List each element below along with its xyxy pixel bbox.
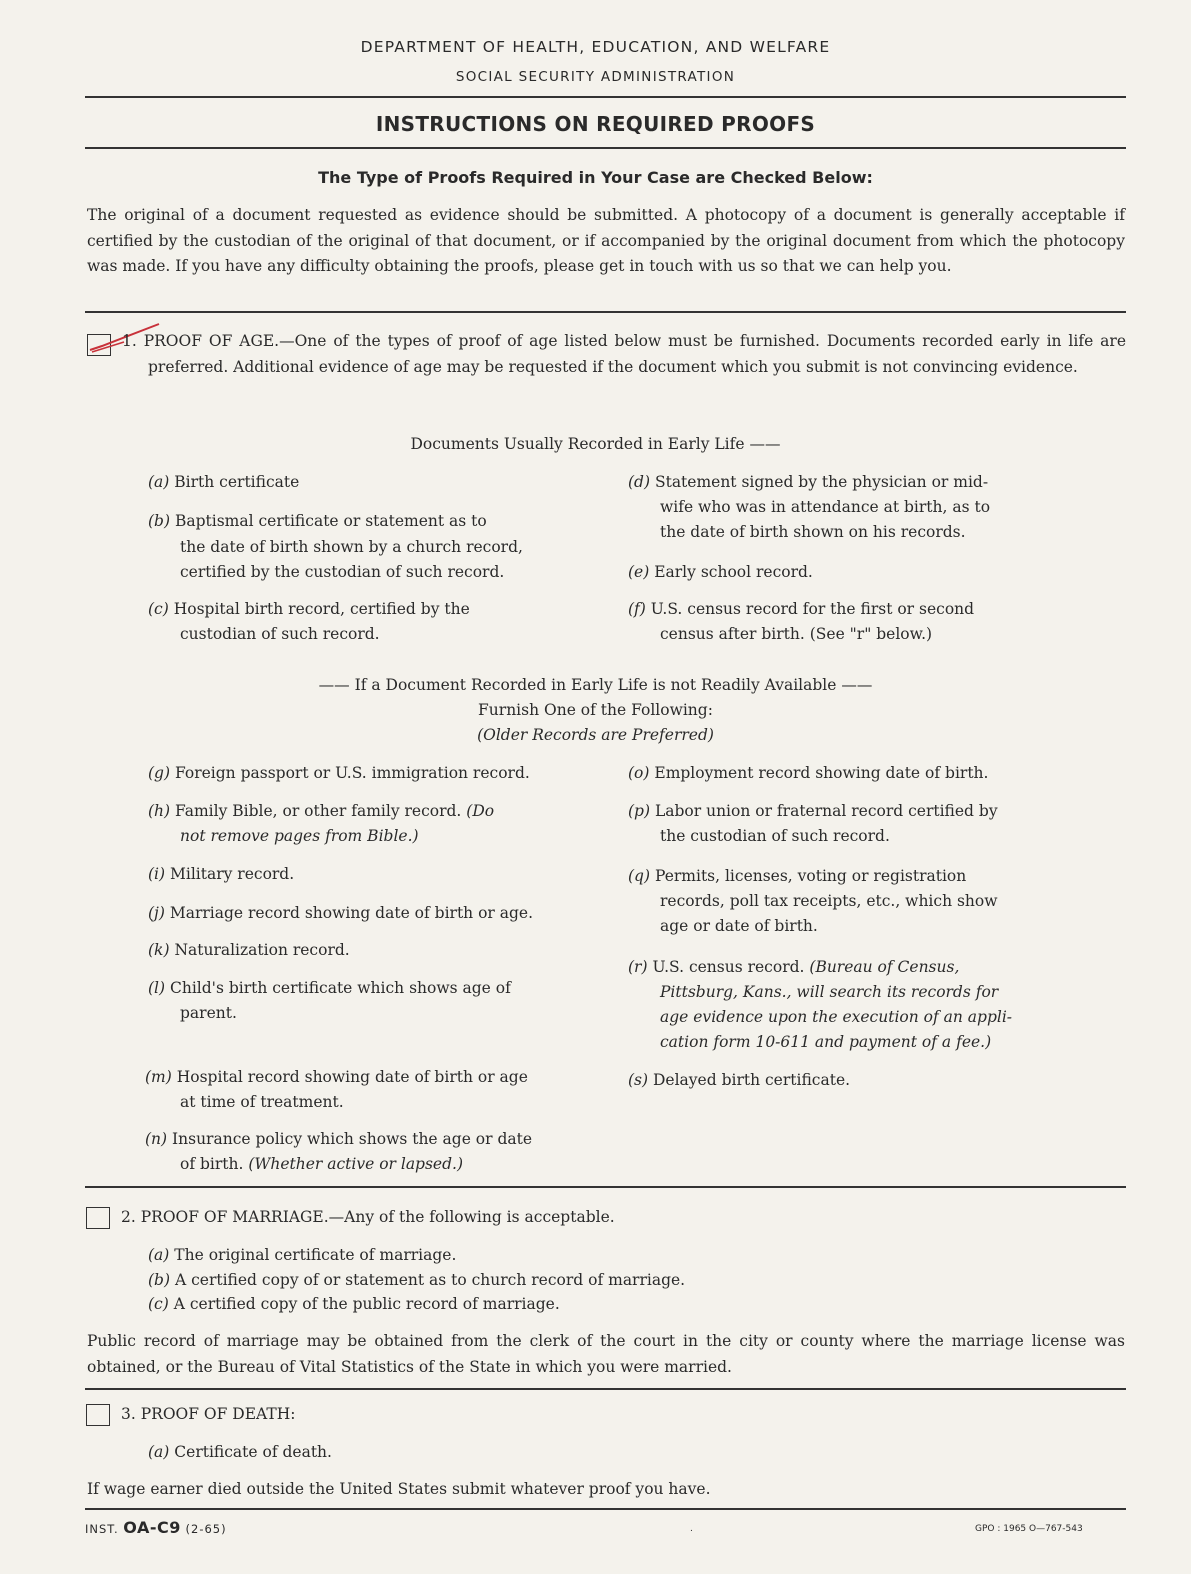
footer-dot: . — [690, 1524, 693, 1534]
item-s: (s) Delayed birth certificate. — [628, 1071, 851, 1089]
furnish-line: Furnish One of the Following: — [478, 701, 713, 719]
older-records-note: (Older Records are Preferred) — [477, 726, 714, 744]
item-l: (l) Child's birth certificate which shows age of — [148, 979, 511, 997]
item-g: (g) Foreign passport or U.S. immigration record. — [148, 764, 530, 782]
proof-of-death-checkbox[interactable] — [86, 1404, 110, 1426]
item-r: (r) U.S. census record. (Bureau of Census, — [628, 958, 960, 976]
item-k: (k) Naturalization record. — [148, 941, 350, 959]
not-available-heading: —— If a Document Recorded in Early Life is not Readily Available —— — [318, 676, 873, 694]
department-header: DEPARTMENT OF HEALTH, EDUCATION, AND WELFARE — [360, 38, 831, 56]
item-b-line3: certified by the custodian of such record. — [180, 563, 505, 581]
item-f: (f) U.S. census record for the first or second — [628, 600, 975, 618]
item-m: (m) Hospital record showing date of birth or age — [145, 1068, 528, 1086]
early-life-heading: Documents Usually Recorded in Early Life —— — [410, 435, 781, 453]
item-h-line2: not remove pages from Bible.) — [180, 827, 419, 845]
item-r-line4: cation form 10-611 and payment of a fee.) — [660, 1033, 992, 1051]
item-d-line2: wife who was in attendance at birth, as to — [660, 498, 991, 516]
item-m-line2: at time of treatment. — [180, 1093, 344, 1111]
divider — [85, 1186, 1126, 1188]
marriage-item-b: (b) A certified copy of or statement as to church record of marriage. — [148, 1271, 686, 1289]
form-number: INST. OA-C9 (2-65) — [85, 1518, 227, 1537]
item-p: (p) Labor union or fraternal record certified by — [628, 802, 998, 820]
intro-paragraph: The original of a document requested as evidence should be submitted. A photocopy of a document is generally acceptable if certified by the custodian of the original of that document, or if accompanied by the original document from which the photocopy was made. If you have any difficulty obtaining the proofs, please get in touch with us so that we can help you. — [87, 206, 1125, 275]
proof-of-death-heading: 3. PROOF OF DEATH: — [121, 1405, 296, 1423]
item-e: (e) Early school record. — [628, 563, 813, 581]
page-title: INSTRUCTIONS ON REQUIRED PROOFS — [375, 112, 816, 136]
item-o: (o) Employment record showing date of birth. — [628, 764, 989, 782]
divider — [85, 96, 1126, 98]
item-n-line2: of birth. (Whether active or lapsed.) — [180, 1155, 464, 1173]
item-p-line2: the custodian of such record. — [660, 827, 890, 845]
marriage-note: Public record of marriage may be obtained from the clerk of the court in the city or county where the marriage license was obtained, or the Bureau of Vital Statistics of the State in which you were married. — [87, 1332, 1125, 1376]
item-q-line2: records, poll tax receipts, etc., which show — [660, 892, 998, 910]
item-r-line2: Pittsburg, Kans., will search its records for — [660, 983, 999, 1001]
item-n: (n) Insurance policy which shows the age or date — [145, 1130, 533, 1148]
subheading: The Type of Proofs Required in Your Case are Checked Below: — [318, 168, 873, 187]
proof-of-age-text: 1. PROOF OF AGE.—One of the types of proof of age listed below must be furnished. Documents recorded early in life are preferred. Additional evidence of age may be requested if the document which you submit is not convincing evidence. — [122, 332, 1126, 376]
item-d-line3: the date of birth shown on his records. — [660, 523, 966, 541]
item-b: (b) Baptismal certificate or statement as to — [148, 512, 487, 530]
marriage-item-a: (a) The original certificate of marriage. — [148, 1246, 457, 1264]
item-c: (c) Hospital birth record, certified by the — [148, 600, 470, 618]
not-available-heading-text: If a Document Recorded in Early Life is not Readily Available — [354, 676, 837, 694]
administration-header: SOCIAL SECURITY ADMINISTRATION — [455, 69, 736, 85]
item-c-line2: custodian of such record. — [180, 625, 380, 643]
proof-of-marriage-heading: 2. PROOF OF MARRIAGE.—Any of the following is acceptable. — [121, 1208, 615, 1226]
divider — [85, 1388, 1126, 1390]
gpo-code: GPO : 1965 O—767-543 — [975, 1524, 1083, 1534]
item-h: (h) Family Bible, or other family record. (Do — [148, 802, 495, 820]
item-q: (q) Permits, licenses, voting or registration — [628, 867, 967, 885]
death-item-a: (a) Certificate of death. — [148, 1443, 332, 1461]
item-i: (i) Military record. — [148, 865, 295, 883]
item-l-line2: parent. — [180, 1004, 237, 1022]
item-r-line3: age evidence upon the execution of an appli- — [660, 1008, 1013, 1026]
proof-of-marriage-checkbox[interactable] — [86, 1207, 110, 1229]
divider — [85, 311, 1126, 313]
item-a: (a) Birth certificate — [148, 473, 300, 491]
marriage-item-c: (c) A certified copy of the public record of marriage. — [148, 1295, 560, 1313]
early-life-heading-text: Documents Usually Recorded in Early Life — [410, 435, 745, 453]
divider — [85, 1508, 1126, 1510]
item-d: (d) Statement signed by the physician or mid- — [628, 473, 989, 491]
death-note: If wage earner died outside the United States submit whatever proof you have. — [87, 1480, 711, 1498]
divider — [85, 147, 1126, 149]
item-j: (j) Marriage record showing date of birth or age. — [148, 904, 534, 922]
item-q-line3: age or date of birth. — [660, 917, 818, 935]
item-f-line2: census after birth. (See "r" below.) — [660, 625, 933, 643]
item-b-line2: the date of birth shown by a church record, — [180, 538, 523, 556]
